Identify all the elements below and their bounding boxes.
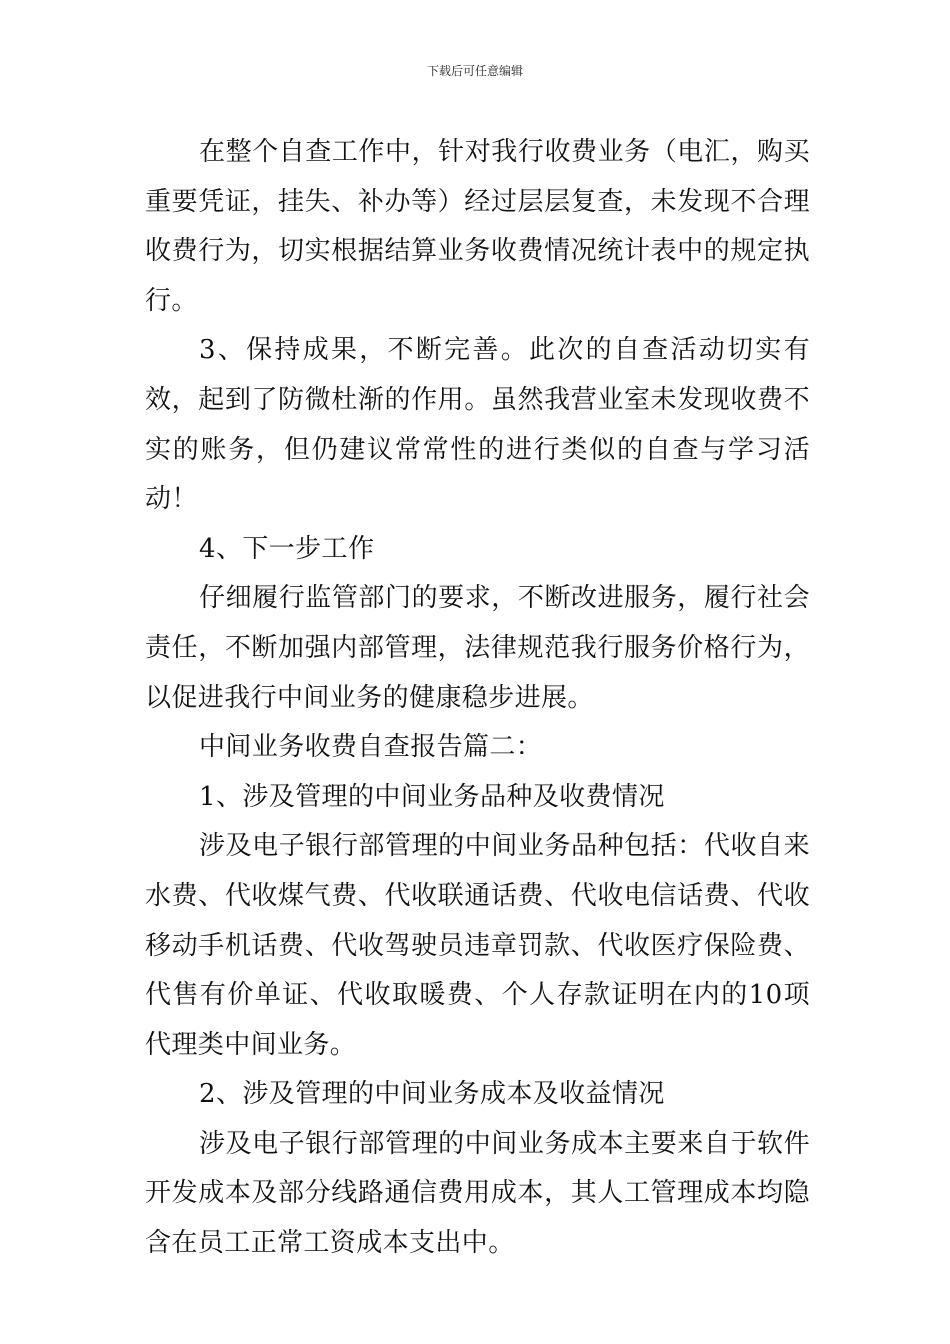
section-heading-cost-income: 2、涉及管理的中间业务成本及收益情况 [199,1079,665,1110]
paragraph-next-steps: 仔细履行监管部门的要求，不断改进服务，履行社会责任，不断加强内部管理，法律规范我行服务价格行为，以促进我行中间业务的健康稳步进展。 [145,583,810,713]
section-heading-next-steps: 4、下一步工作 [199,533,375,564]
section-heading-business-types: 1、涉及管理的中间业务品种及收费情况 [199,781,665,812]
paragraph-keep-results: 3、保持成果，不断完善。此次的自查活动切实有效，起到了防微杜渐的作用。虽然我营业室未发现收费不实的账务，但仍建议常常性的进行类似的自查与学习活动！ [145,335,810,515]
paragraph-self-inspection-summary: 在整个自查工作中，针对我行收费业务（电汇，购买重要凭证，挂失、补办等）经过层层复查，未发现不合理收费行为，切实根据结算业务收费情况统计表中的规定执行。 [145,137,810,316]
section-title-report-part-two: 中间业务收费自查报告篇二： [199,732,543,763]
document-body [145,128,810,1269]
paragraph-business-types: 涉及电子银行部管理的中间业务品种包括：代收自来水费、代收煤气费、代收联通话费、代收电信话费、代收移动手机话费、代收驾驶员违章罚款、代收医疗保险费、代售有价单证、代收取暖费、个人存款证明在内的10项代理类中间业务。 [145,831,810,1060]
page-header-note: 下载后可任意编辑 [426,64,523,78]
paragraph-cost-income: 涉及电子银行部管理的中间业务成本主要来自于软件开发成本及部分线路通信费用成本，其人工管理成本均隐含在员工正常工资成本支出中。 [145,1128,810,1259]
